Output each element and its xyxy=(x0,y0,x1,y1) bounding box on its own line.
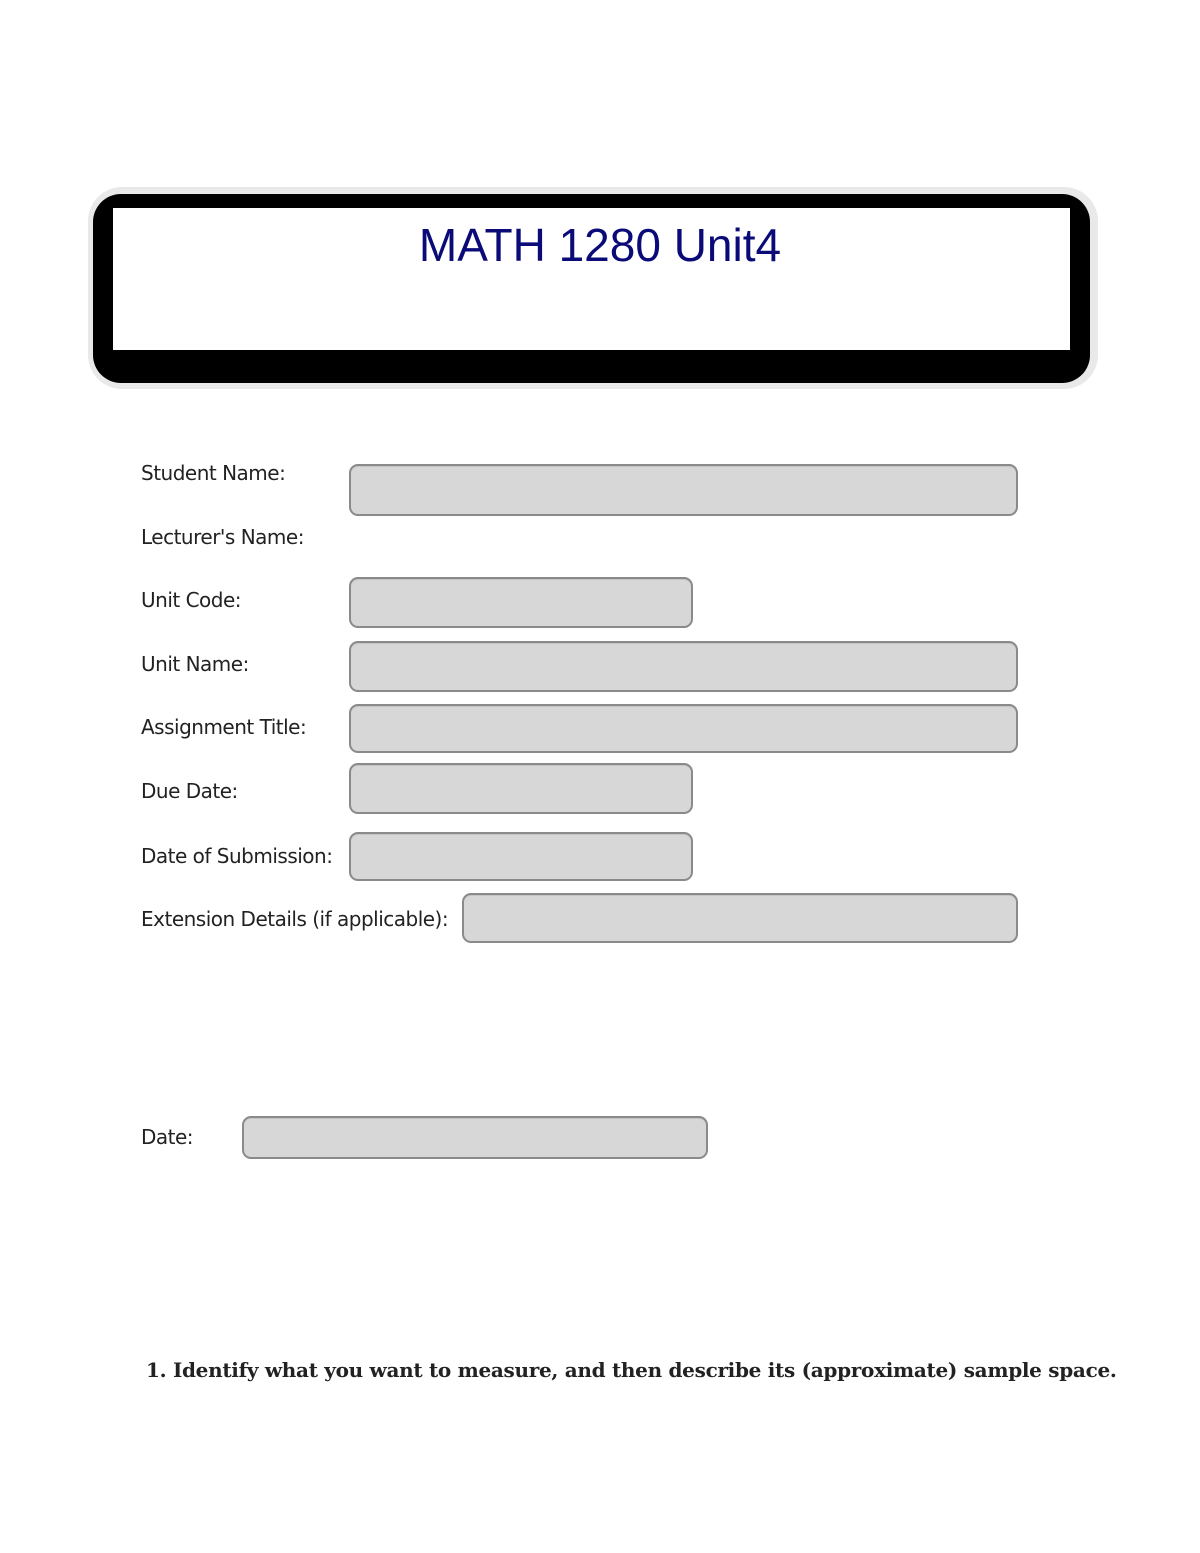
lecturer-name-label: Lecturer's Name: xyxy=(141,525,304,549)
student-name-field[interactable] xyxy=(349,464,1018,516)
unit-code-label: Unit Code: xyxy=(141,588,242,612)
assignment-title-field[interactable] xyxy=(349,704,1018,753)
page-title: MATH 1280 Unit4 xyxy=(418,219,782,271)
due-date-label: Due Date: xyxy=(141,779,238,803)
unit-name-label: Unit Name: xyxy=(141,652,249,676)
assignment-title-label: Assignment Title: xyxy=(141,715,307,739)
unit-name-field[interactable] xyxy=(349,641,1018,692)
date-of-submission-field[interactable] xyxy=(349,832,693,881)
due-date-field[interactable] xyxy=(349,763,693,814)
extension-details-label: Extension Details (if applicable): xyxy=(141,907,449,931)
date-label: Date: xyxy=(141,1125,194,1149)
date-field[interactable] xyxy=(242,1116,708,1159)
date-of-submission-label: Date of Submission: xyxy=(141,844,333,868)
extension-details-field[interactable] xyxy=(462,893,1018,943)
question-1: 1. Identify what you want to measure, and then describe its (approximate) sample space. xyxy=(146,1358,1117,1382)
unit-code-field[interactable] xyxy=(349,577,693,628)
student-name-label: Student Name: xyxy=(141,461,286,485)
